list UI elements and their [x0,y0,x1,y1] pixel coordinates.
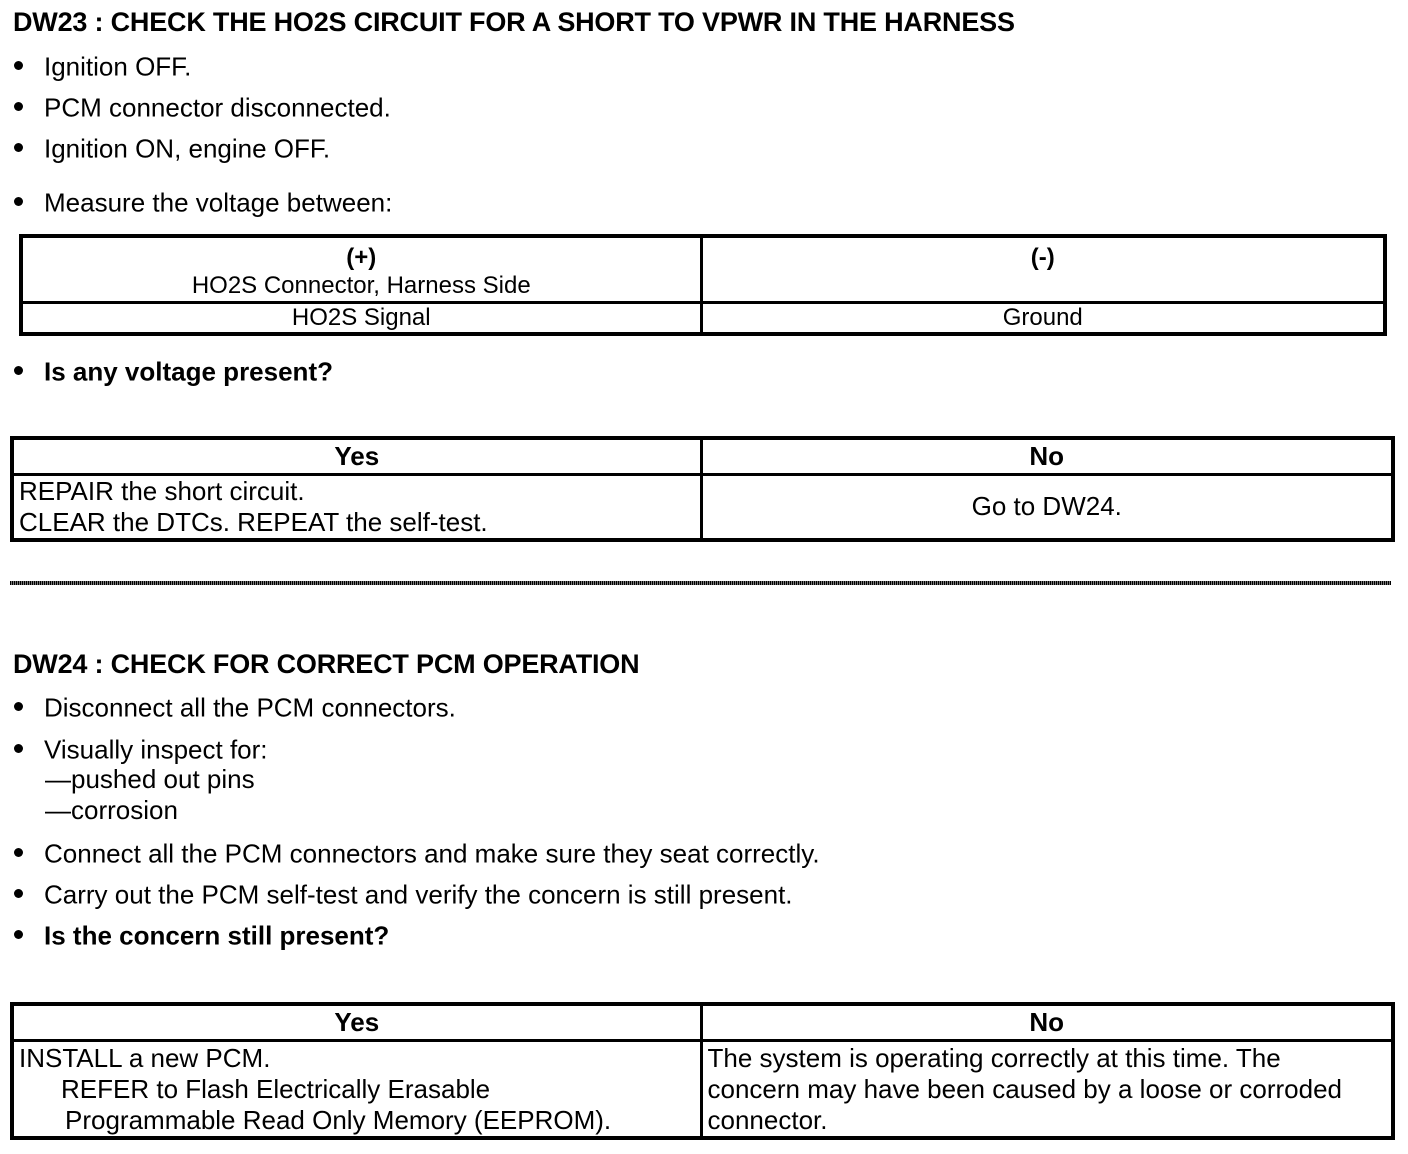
dw24-no-header: No [701,1004,1393,1040]
dw23-step-1: Ignition OFF. [13,50,191,83]
bullet-icon [14,102,23,111]
measure-pos-value: HO2S Signal [21,302,701,334]
dw24-yes-action: INSTALL a new PCM. REFER to Flash Electrically Erasable Programmable Read Only Memory (EEPROM). [12,1040,701,1138]
dw24-yes-header: Yes [12,1004,701,1040]
dw24-sub-item-1: —pushed out pins [45,764,255,794]
dw23-measure-table [19,234,1387,336]
dw23-measure: Measure the voltage between: [13,186,392,219]
dw24-step-3: Connect all the PCM connectors and make sure they seat correctly. [13,837,820,870]
bullet-icon [14,366,23,375]
dw24-step-2: Visually inspect for: [13,733,268,766]
dw23-step-3: Ignition ON, engine OFF. [13,132,330,165]
bullet-icon [14,143,23,152]
dw24-no-action: The system is operating correctly at this time. The concern may have been caused by a loose or corroded connector. [701,1040,1393,1138]
dw24-heading: DW24 : CHECK FOR CORRECT PCM OPERATION [13,649,640,679]
dw24-sub-item-2: —corrosion [45,795,178,825]
bullet-icon [14,930,23,939]
dw24-step-1: Disconnect all the PCM connectors. [13,691,456,724]
dw23-yes-header: Yes [12,438,701,474]
bullet-icon [14,744,23,753]
measure-neg-header: (-) [701,236,1385,302]
dw23-no-action: Go to DW24. [701,474,1393,540]
bullet-icon [14,848,23,857]
bullet-icon [14,61,23,70]
measure-pos-header: (+) HO2S Connector, Harness Side [21,236,701,302]
measure-neg-value: Ground [701,302,1385,334]
dw24-question: Is the concern still present? [13,919,389,952]
dw23-step-2: PCM connector disconnected. [13,91,391,124]
dw24-step-4: Carry out the PCM self-test and verify the concern is still present. [13,878,793,911]
bullet-icon [14,197,23,206]
bullet-icon [14,889,23,898]
dw23-no-header: No [701,438,1393,474]
dw23-yes-action: REPAIR the short circuit. CLEAR the DTCs. REPEAT the self-test. [12,474,701,540]
dw24-result-table [10,1002,1395,1140]
dw23-question: Is any voltage present? [13,355,333,388]
bullet-icon [14,702,23,711]
section-divider [10,581,1391,585]
dw23-result-table [10,436,1395,542]
dw23-heading: DW23 : CHECK THE HO2S CIRCUIT FOR A SHORT TO VPWR IN THE HARNESS [13,7,1015,37]
